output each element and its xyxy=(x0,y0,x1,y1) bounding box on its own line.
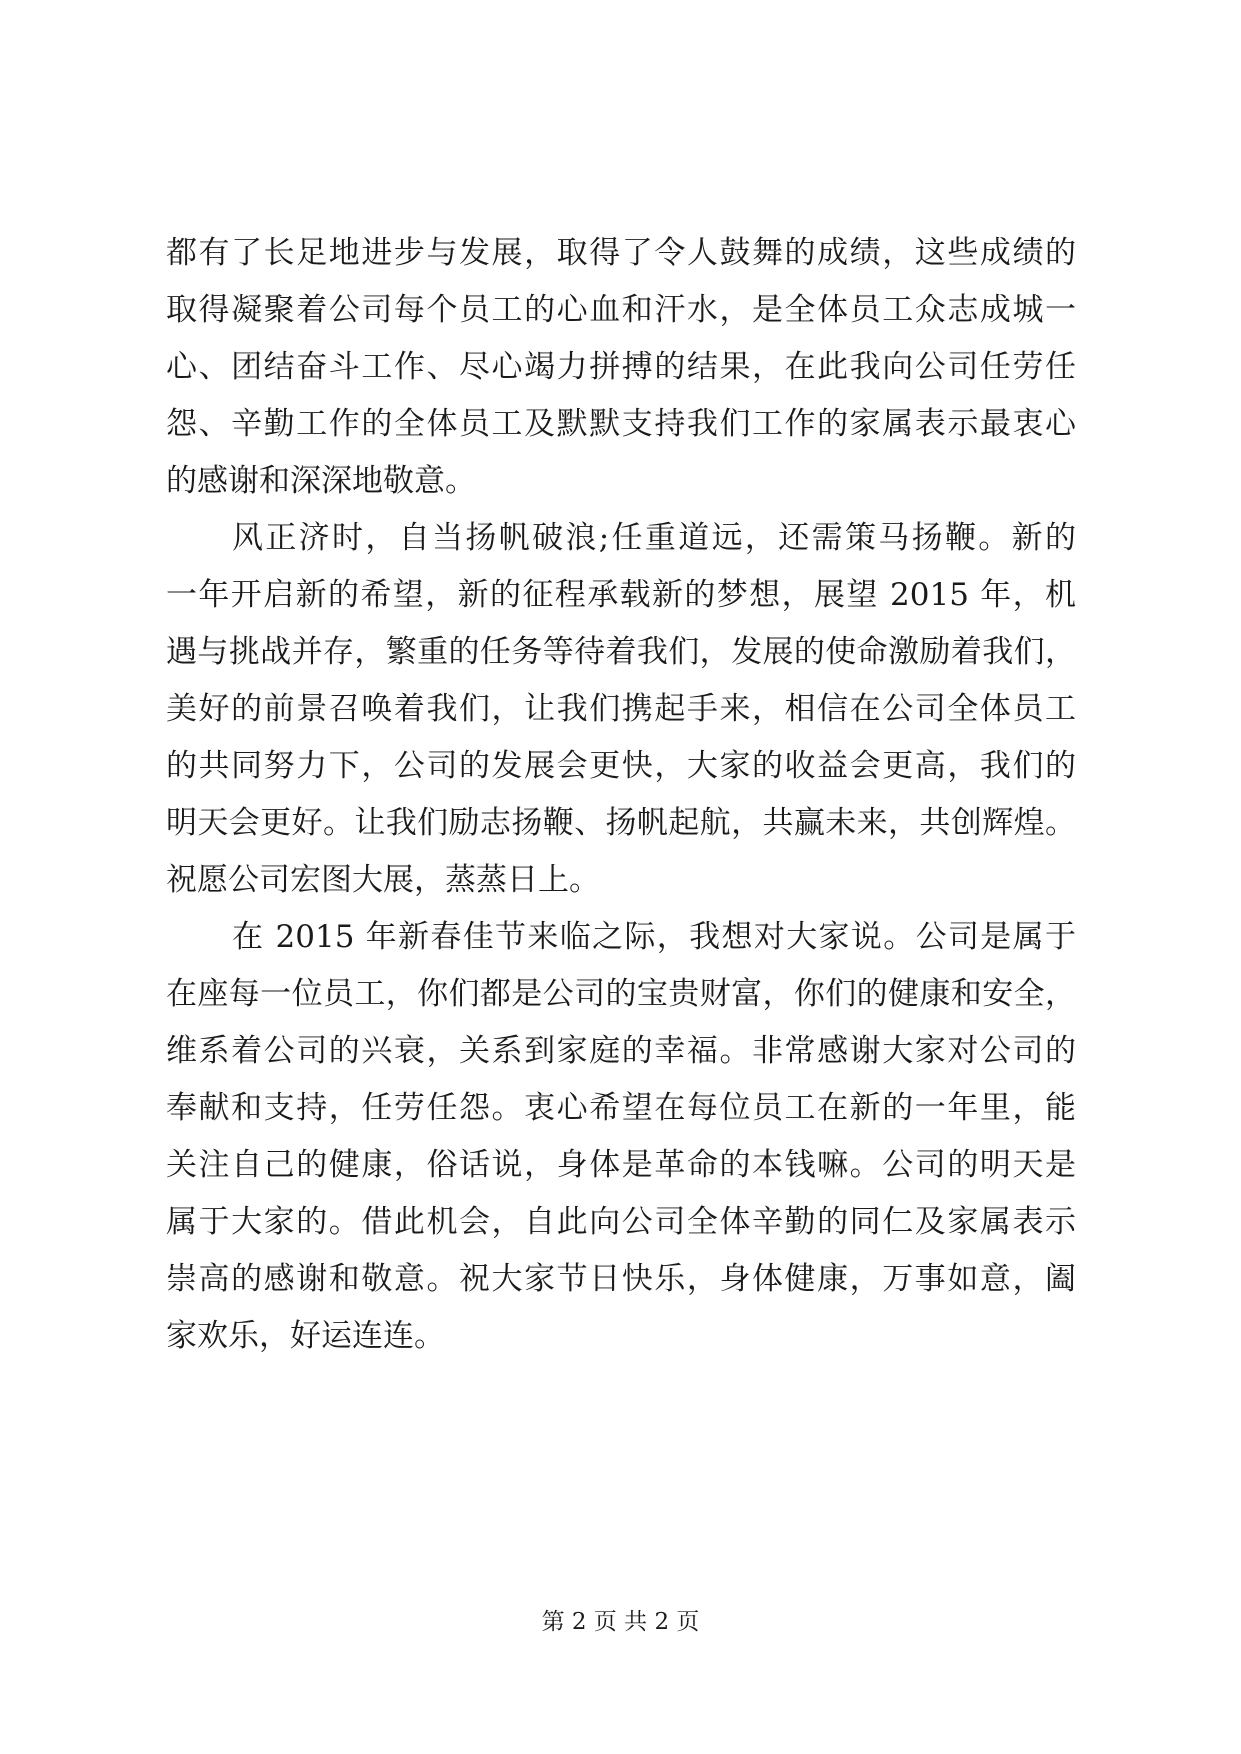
paragraph-line: 遇与挑战并存，繁重的任务等待着我们，发展的使命激励着我们， xyxy=(166,634,1076,670)
paragraph-line: 的感谢和深深地敬意。 xyxy=(166,463,476,499)
document-body xyxy=(166,225,1076,1365)
paragraph-line: 一年开启新的希望，新的征程承载新的梦想，展望 2015 年，机 xyxy=(166,577,1076,613)
page-number-label: 第 2 页 共 2 页 xyxy=(541,1609,700,1635)
paragraph-line: 明天会更好。让我们励志扬鞭、扬帆起航，共赢未来，共创辉煌。 xyxy=(166,805,1076,841)
paragraph-line: 崇高的感谢和敬意。祝大家节日快乐，身体健康，万事如意，阖 xyxy=(166,1261,1076,1297)
paragraph-line: 在座每一位员工，你们都是公司的宝贵财富，你们的健康和安全， xyxy=(166,976,1076,1012)
paragraph-line: 心、团结奋斗工作、尽心竭力拼搏的结果，在此我向公司任劳任 xyxy=(166,349,1076,385)
paragraph-line: 家欢乐，好运连连。 xyxy=(166,1318,445,1354)
paragraph-line: 祝愿公司宏图大展，蒸蒸日上。 xyxy=(166,862,600,898)
paragraph-line: 都有了长足地进步与发展，取得了令人鼓舞的成绩，这些成绩的 xyxy=(166,235,1076,271)
paragraph-2 xyxy=(166,510,1076,909)
paragraph-line: 属于大家的。借此机会，自此向公司全体辛勤的同仁及家属表示 xyxy=(166,1204,1076,1240)
paragraph-line: 美好的前景召唤着我们，让我们携起手来，相信在公司全体员工 xyxy=(166,691,1076,727)
paragraph-line: 的共同努力下，公司的发展会更快，大家的收益会更高，我们的 xyxy=(166,748,1076,784)
paragraph-line: 奉献和支持，任劳任怨。衷心希望在每位员工在新的一年里，能 xyxy=(166,1090,1076,1126)
paragraph-1 xyxy=(166,225,1076,510)
paragraph-line: 风正济时，自当扬帆破浪;任重道远，还需策马扬鞭。新的 xyxy=(232,520,1076,556)
paragraph-line: 在 2015 年新春佳节来临之际，我想对大家说。公司是属于 xyxy=(232,919,1076,955)
page-footer xyxy=(0,1607,1241,1637)
paragraph-line: 怨、辛勤工作的全体员工及默默支持我们工作的家属表示最衷心 xyxy=(166,406,1076,442)
paragraph-line: 取得凝聚着公司每个员工的心血和汗水，是全体员工众志成城一 xyxy=(166,292,1076,328)
paragraph-line: 关注自己的健康，俗话说，身体是革命的本钱嘛。公司的明天是 xyxy=(166,1147,1076,1183)
paragraph-3 xyxy=(166,909,1076,1365)
paragraph-line: 维系着公司的兴衰，关系到家庭的幸福。非常感谢大家对公司的 xyxy=(166,1033,1076,1069)
